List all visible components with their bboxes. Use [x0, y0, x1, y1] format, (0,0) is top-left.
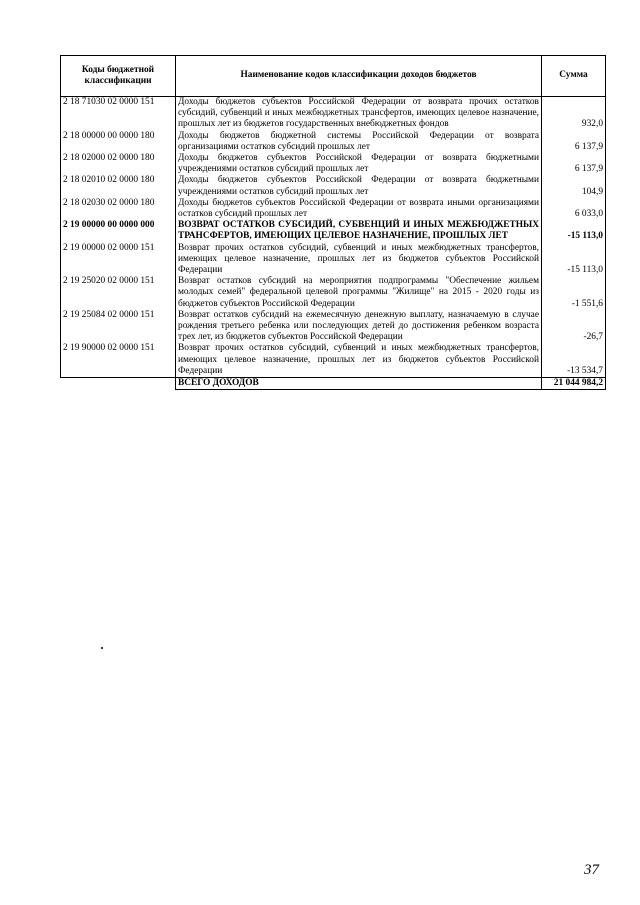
row-sum: 6 137,9: [542, 131, 606, 153]
table-row: [61, 198, 606, 220]
row-name: Доходы бюджетов бюджетной системы Российской Федерации от возврата организациями остатков субсидий прошлых лет: [176, 131, 542, 153]
table-row: [61, 310, 606, 344]
table-row: [61, 276, 606, 310]
row-sum: 932,0: [542, 97, 606, 131]
row-code: 2 18 02010 02 0000 180: [61, 175, 176, 197]
header-code: Коды бюджетной классификации: [61, 56, 176, 97]
table-row: [61, 343, 606, 377]
budget-revenue-table: [60, 55, 606, 390]
row-name: Возврат остатков субсидий на мероприятия подпрограммы "Обеспечение жильем молодых семей" федеральной целевой программы "Жилище" на 2015 - 2020 годы из бюджетов субъектов Российской Федерации: [176, 276, 542, 310]
total-sum: 21 044 984,2: [542, 378, 606, 390]
row-sum: 6 033,0: [542, 198, 606, 220]
table-row: [61, 97, 606, 131]
total-label: ВСЕГО ДОХОДОВ: [176, 378, 542, 390]
row-name: ВОЗВРАТ ОСТАТКОВ СУБСИДИЙ, СУБВЕНЦИЙ И ИНЫХ МЕЖБЮДЖЕТНЫХ ТРАНСФЕРТОВ, ИМЕЮЩИХ ЦЕЛЕВОЕ НАЗНАЧЕНИЕ, ПРОШЛЫХ ЛЕТ: [176, 220, 542, 242]
row-code: 2 19 00000 00 0000 000: [61, 220, 176, 242]
row-sum: 104,9: [542, 175, 606, 197]
row-sum: -15 113,0: [542, 243, 606, 277]
row-code: 2 18 00000 00 0000 180: [61, 131, 176, 153]
row-code: 2 19 25084 02 0000 151: [61, 310, 176, 344]
row-sum: -13 534,7: [542, 343, 606, 377]
row-code: 2 18 02030 02 0000 180: [61, 198, 176, 220]
row-code: 2 18 71030 02 0000 151: [61, 97, 176, 131]
row-sum: 6 137,9: [542, 153, 606, 175]
row-sum: -26,7: [542, 310, 606, 344]
table-header-row: [61, 56, 606, 97]
row-name: Возврат прочих остатков субсидий, субвенций и иных межбюджетных трансфертов, имеющих целевое назначение, прошлых лет из бюджетов субъектов Российской Федерации: [176, 343, 542, 377]
table-row-section: [61, 220, 606, 242]
header-sum: Сумма: [542, 56, 606, 97]
table-row: [61, 243, 606, 277]
stray-dot: [101, 647, 103, 649]
row-name: Возврат прочих остатков субсидий, субвенций и иных межбюджетных трансфертов, имеющих целевое назначение, прошлых лет из бюджетов субъектов Российской Федерации: [176, 243, 542, 277]
row-name: Доходы бюджетов субъектов Российской Федерации от возврата иными организациями остатков субсидий прошлых лет: [176, 198, 542, 220]
total-code-cell: [61, 378, 176, 390]
row-name: Доходы бюджетов субъектов Российской Федерации от возврата бюджетными учреждениями остатков субсидий прошлых лет: [176, 153, 542, 175]
total-row: [61, 378, 606, 390]
row-name: Доходы бюджетов субъектов Российской Федерации от возврата прочих остатков субсидий, субвенций и иных межбюджетных трансфертов, имеющих целевое назначение, прошлых лет из бюджетов государственных внебюджетных фондов: [176, 97, 542, 131]
row-name: Возврат остатков субсидий на ежемесячную денежную выплату, назначаемую в случае рождения третьего ребенка или последующих детей до достижения ребенком возраста трех лет, из бюджетов субъектов Российской Федерации: [176, 310, 542, 344]
table-row: [61, 175, 606, 197]
row-code: 2 19 00000 02 0000 151: [61, 243, 176, 277]
row-code: 2 18 02000 02 0000 180: [61, 153, 176, 175]
table-row: [61, 153, 606, 175]
page-number: 37: [584, 862, 599, 878]
row-name: Доходы бюджетов субъектов Российской Федерации от возврата бюджетными учреждениями остатков субсидий прошлых лет: [176, 175, 542, 197]
table-row: [61, 131, 606, 153]
header-name: Наименование кодов классификации доходов бюджетов: [176, 56, 542, 97]
row-code: 2 19 90000 02 0000 151: [61, 343, 176, 377]
row-sum: -15 113,0: [542, 220, 606, 242]
row-sum: -1 551,6: [542, 276, 606, 310]
row-code: 2 19 25020 02 0000 151: [61, 276, 176, 310]
